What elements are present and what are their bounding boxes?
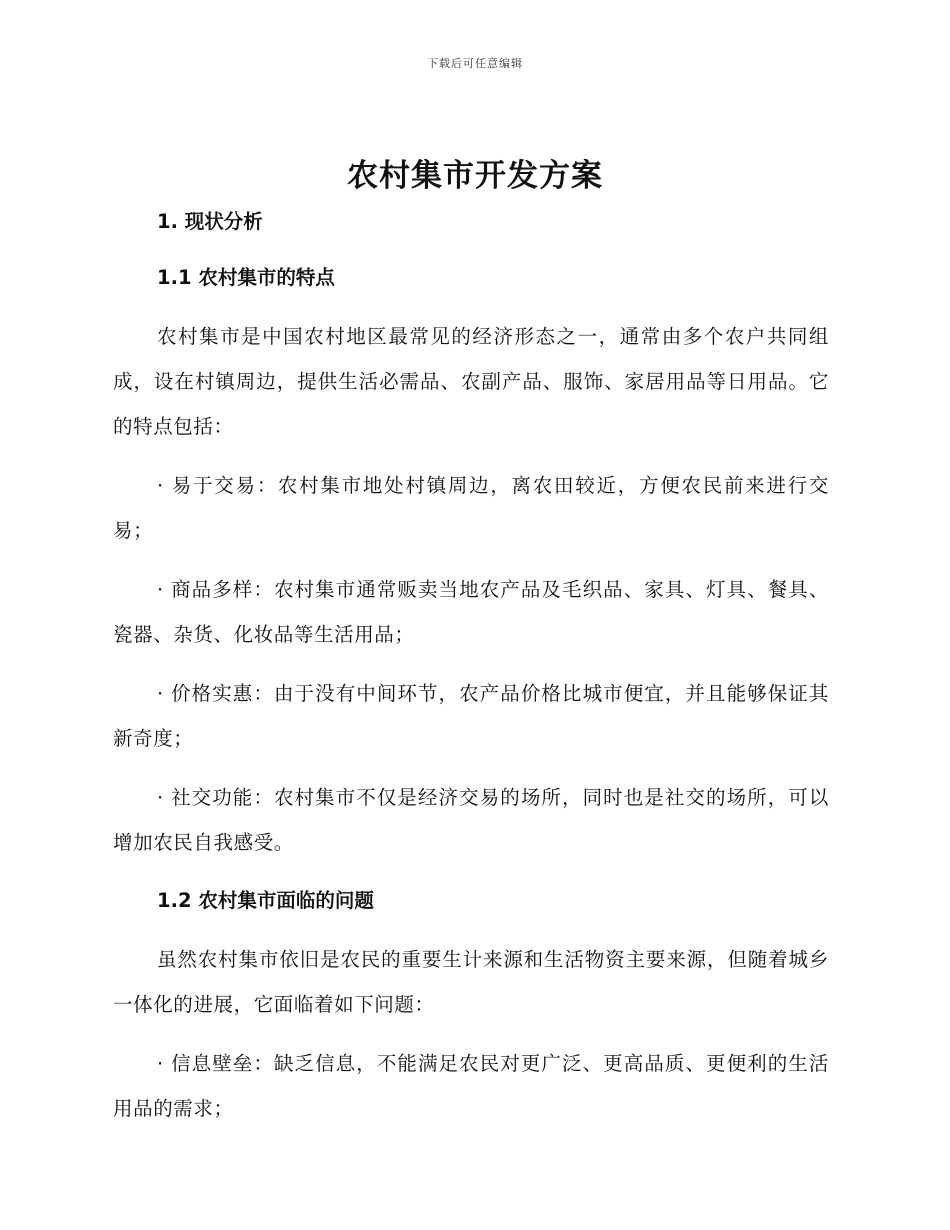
subsection-heading: 1.2 农村集市面临的问题: [157, 889, 374, 912]
section-heading: 1. 现状分析: [157, 210, 263, 233]
bullet-item: · 易于交易：农村集市地处村镇周边，离农田较近，方便农民前来进行交易；: [113, 474, 829, 542]
document-title: 农村集市开发方案: [347, 158, 603, 194]
bullet-item: · 信息壁垒：缺乏信息，不能满足农民对更广泛、更高品质、更便利的生活用品的需求；: [113, 1052, 829, 1120]
paragraph: 农村集市是中国农村地区最常见的经济形态之一，通常由多个农户共同组成，设在村镇周边，提供生活必需品、农副产品、服饰、家居用品等日用品。它的特点包括：: [113, 325, 829, 438]
subsection-heading: 1.1 农村集市的特点: [157, 266, 335, 289]
document-body: [113, 200, 829, 1131]
paragraph: 虽然农村集市依旧是农民的重要生计来源和生活物资主要来源，但随着城乡一体化的进展，它面临着如下问题：: [113, 948, 829, 1016]
bullet-item: · 价格实惠：由于没有中间环节，农产品价格比城市便宜，并且能够保证其新奇度；: [113, 682, 829, 750]
bullet-item: · 社交功能：农村集市不仅是经济交易的场所，同时也是社交的场所，可以增加农民自我感受。: [113, 786, 829, 854]
bullet-item: · 商品多样：农村集市通常贩卖当地农产品及毛织品、家具、灯具、餐具、瓷器、杂货、化妆品等生活用品；: [113, 578, 829, 646]
page-header-note: 下载后可任意编辑: [427, 57, 523, 70]
